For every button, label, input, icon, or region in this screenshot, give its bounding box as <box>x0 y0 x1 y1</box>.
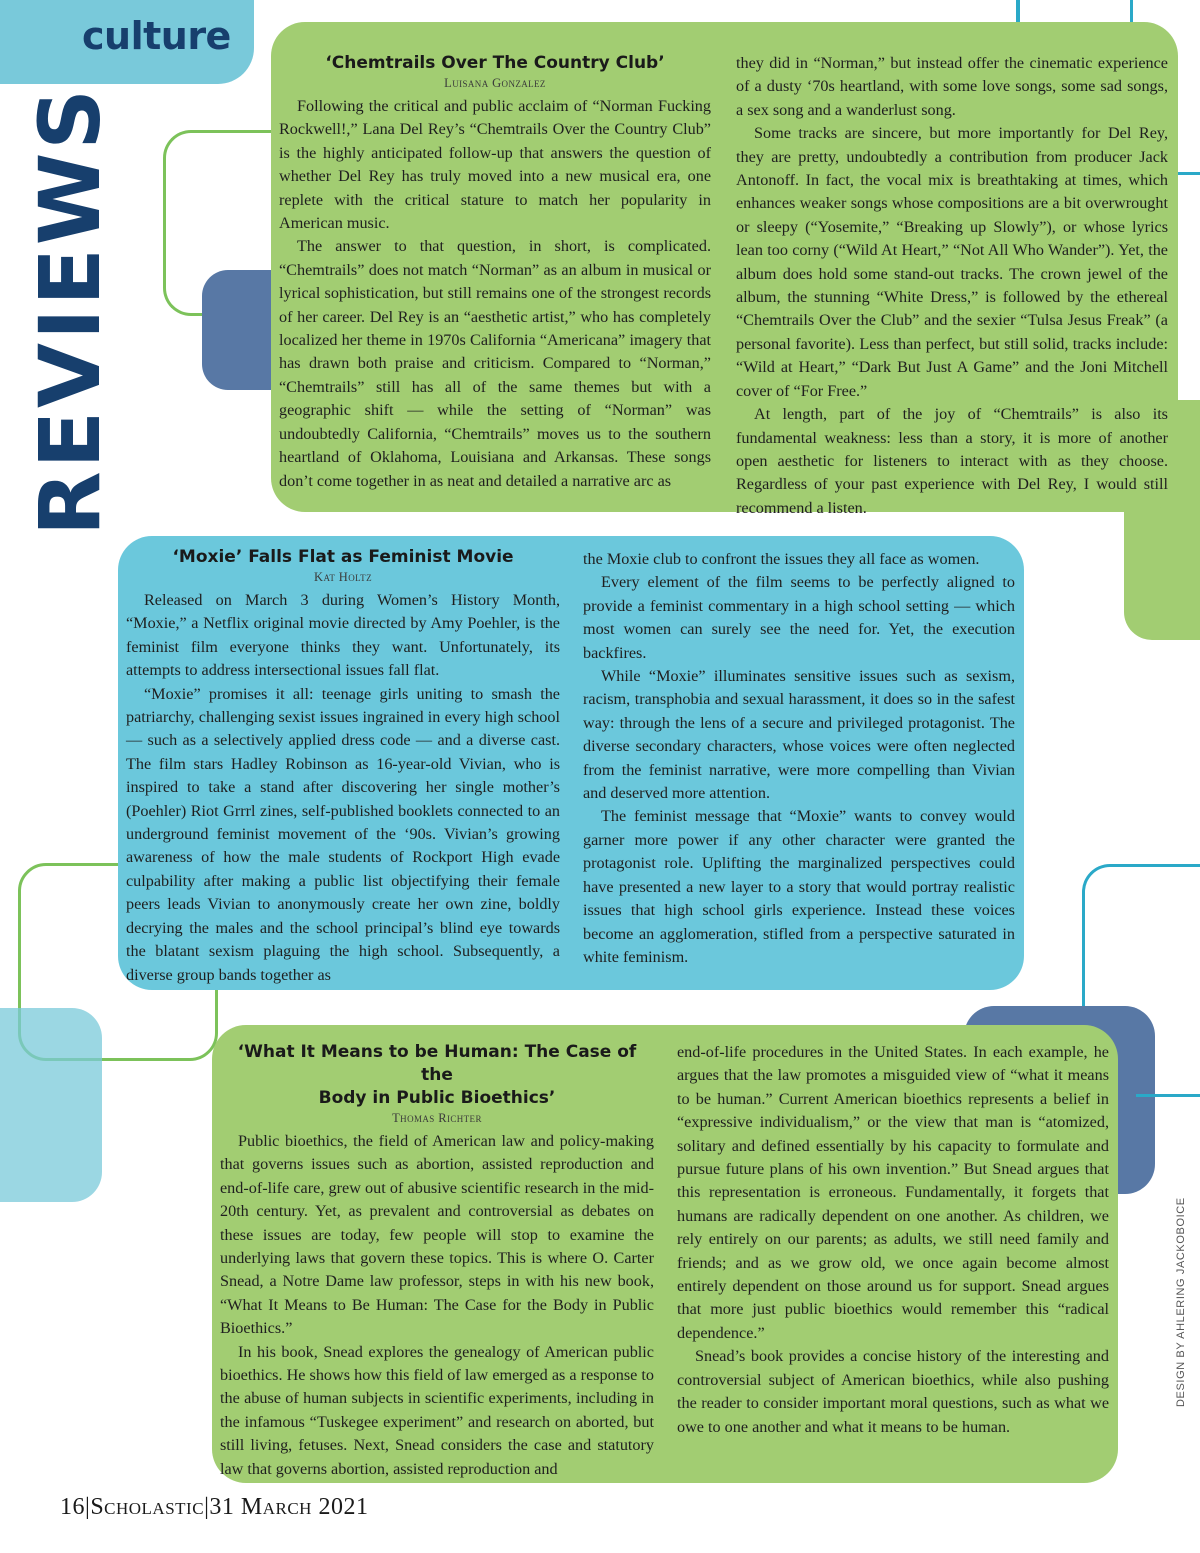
culture-tab <box>0 0 254 84</box>
paragraph: Every element of the film seems to be perfectly aligned to provide a feminist commentary in a high school setting — which most women can surely see the need for. Yet, the execution backfires. <box>583 573 1015 662</box>
reviews-vertical-heading: REVIEWS <box>21 86 119 536</box>
paragraph: The answer to that question, in short, is complicated. “Chemtrails” does not match “Norman” as an album in musical or lyrical sophistication, but still remains one of the strongest records of her career. Del Rey is an “aesthetic artist,” who has completely localized her theme in 1970s California “Americana” imagery that has drawn both praise and criticism. Compared to “Norman,” “Chemtrails” still has all of the same themes but with a geographic shift — while the setting of “Norman” was undoubtedly California, “Chemtrails” moves us to the southern heartland of Oklahoma, Louisiana and Arkansas. These songs don’t come together in as neat and detailed a narrative arc as <box>279 237 711 490</box>
paragraph: The feminist message that “Moxie” wants to convey would garner more power if any other character were granted the protagonist role. Uplifting the marginalized perspectives could have presented a new layer to a story that would portray realistic issues that high school girls experience. Instead these voices become an agglomeration, stifled from a perspective saturated in white feminism. <box>583 807 1015 966</box>
paragraph: Following the critical and public acclaim of “Norman Fucking Rockwell!,” Lana Del Rey’s “Chemtrails Over the Country Club” is the highly anticipated follow-up that answers the question of whether Del Rey has truly moved into a new musical era, one replete with the critical stature to match her popularity in American music. <box>279 97 711 233</box>
paragraph: the Moxie club to confront the issues they all face as women. <box>583 550 980 568</box>
publication-name: Scholastic <box>90 1494 205 1520</box>
review-title <box>220 1041 654 1110</box>
review-column-right <box>736 52 1168 520</box>
review-title: ‘Chemtrails Over The Country Club’ <box>325 53 665 73</box>
paragraph: Snead’s book provides a concise history of the interesting and controversial subject of American bioethics, while also pushing the reader to consider important moral questions, such as what we owe to one another and what it means to be human. <box>677 1347 1109 1436</box>
review-title-line: ‘What It Means to be Human: The Case of the <box>237 1042 637 1085</box>
page-number: 16 <box>60 1494 85 1520</box>
review-column-right <box>677 1041 1109 1439</box>
paragraph: Some tracks are sincere, but more importantly for Del Rey, they are pretty, undoubtedly a contribution from producer Jack Antonoff. In fact, the vocal mix is breathtaking at times, which enhances weaker songs whose compositions are a bit overwrought or sleepy (“Yosemite,” “Breaking up Slowly”), or whose lyrics lean too corny (“Wild At Heart,” “Not All Who Wander”). Yet, the album does hold some stand-out tracks. The crown jewel of the album, the stunning “White Dress,” is followed by the ethereal “Chemtrails Over the Club” and the sexier “Tulsa Jesus Freak” (a personal favorite). Less than perfect, but still solid, tracks include: “Wild at Heart,” “Dark But Just A Game” and the Joni Mitchell cover of “For Free.” <box>736 124 1168 400</box>
paragraph: Public bioethics, the field of American law and policy-making that governs issues such as abortion, assisted reproduction and end-of-life care, grew out of abusive scientific research in the mid-20th century. Yet, as prevalent and controversial as debates on these issues are today, few people will stop to examine the underlying laws that govern these topics. This is where O. Carter Snead, a Notre Dame law professor, steps in with his new book, “What It Means to Be Human: The Case for the Body in Public Bioethics.” <box>220 1132 654 1338</box>
section-label: culture <box>82 14 231 58</box>
review-author: Kat Holtz <box>314 570 372 584</box>
review-column-right <box>583 548 1015 969</box>
paragraph: While “Moxie” illuminates sensitive issues such as sexism, racism, transphobia and sexual harassment, it does so in the safest way: through the lens of a secure and privileged protagonist. The diverse secondary characters, whose voices were often neglected from the feminist narrative, were more compelling than Vivian and deserved more attention. <box>583 667 1015 803</box>
paragraph: At length, part of the joy of “Chemtrails” is also its fundamental weakness: less than a story, it is more of another open aesthetic for listeners to interact with as they choose. Regardless of your past experience with Del Rey, I would still recommend a listen. <box>736 405 1168 517</box>
review-card-chemtrails <box>271 22 1178 517</box>
paragraph: In his book, Snead explores the genealogy of American public bioethics. He shows how this field of law emerged as a response to the abuse of human subjects in scientific experiments, including in the infamous “Tuskegee experiment” and research on aborted, but still living, fetuses. Next, Snead considers the case and statutory law that governs abortion, assisted reproduction and <box>220 1342 654 1478</box>
review-author: Thomas Richter <box>392 1111 482 1125</box>
issue-date: 31 March 2021 <box>209 1494 369 1520</box>
decor-line <box>1016 0 1020 22</box>
decor-line <box>1136 1094 1200 1097</box>
decor-outline <box>1082 864 1200 1012</box>
review-card-moxie <box>118 536 1024 990</box>
review-column-left <box>220 1041 654 1481</box>
paragraph: “Moxie” promises it all: teenage girls uniting to smash the patriarchy, challenging sexist issues ingrained in every high school — such as a selectively applied dress code — and a diverse cast. The film stars Hadley Robinson as 16-year-old Vivian, who is inspired to take a stand after discovering her single mother’s (Poehler) Riot Grrrl zines, self-published booklets connected to an underground feminist movement of the ‘90s. Vivian’s growing awareness of how the male students of Rockport High evade culpability after making a public list objectifying their female peers leads Vivian to anonymously create her own zine, boldly decrying the males and the school principal’s blind eye towards the blatant sexism plaguing the high school. Subsequently, a diverse group bands together as <box>126 684 560 984</box>
paragraph: they did in “Norman,” but instead offer the cinematic experience of a dusty ‘70s heartland, with some love songs, some sad songs, a sex song and a wanderlust song. <box>736 54 1168 119</box>
paragraph: Released on March 3 during Women’s History Month, “Moxie,” a Netflix original movie directed by Amy Poehler, is the feminist film everyone thinks they want. Unfortunately, its attempts to address intersectional issues fall flat. <box>126 591 560 680</box>
page-footer: 16|Scholastic|31 March 2021 <box>60 1494 369 1520</box>
review-column-left <box>279 52 711 493</box>
review-author: Luisana Gonzalez <box>444 76 546 90</box>
review-title-line: Body in Public Bioethics’ <box>318 1088 556 1108</box>
review-column-left <box>126 546 560 987</box>
design-credit: DESIGN BY AHLERING JACKOBOICE <box>1175 1197 1187 1407</box>
paragraph: end-of-life procedures in the United States. In each example, he argues that the law promotes a misguided view of “what it means to be human.” Current American bioethics represents a belief in “expressive individualism,” or the view that man is “atomized, solitary and defined essentially by his capacity to formulate and pursue future plans of his own invention.” But Snead argues that this representation is erroneous. Fundamentally, it forgets that humans are radically dependent on one another. As children, we rely entirely on our parents; as adults, we still need family and friends; and as we grow old, we once again become almost entirely dependent on those around us for support. Snead argues that more just public bioethics would remember this “radical dependence.” <box>677 1043 1109 1342</box>
review-card-bioethics <box>212 1025 1118 1483</box>
review-title: ‘Moxie’ Falls Flat as Feminist Movie <box>172 547 514 567</box>
decor-block <box>0 1008 102 1202</box>
